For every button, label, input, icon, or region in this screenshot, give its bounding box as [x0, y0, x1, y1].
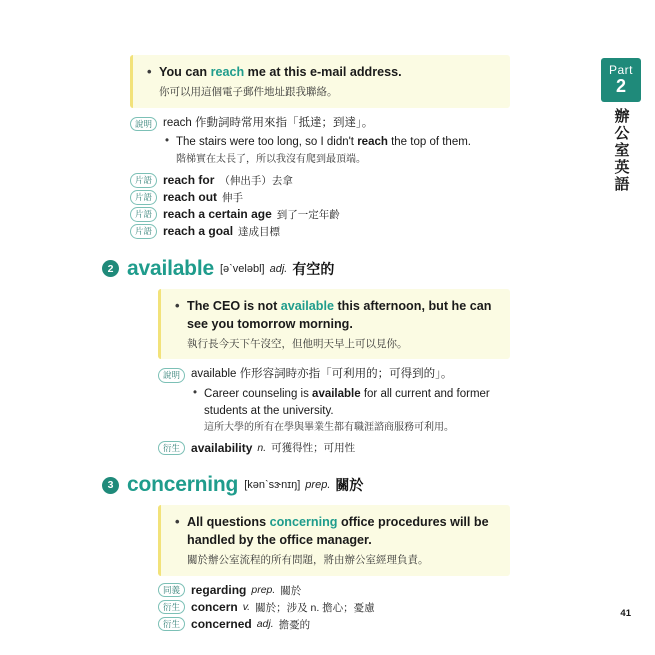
- note-sub-before: Career counseling is: [204, 388, 313, 401]
- derivative-item: [158, 583, 510, 598]
- note-sub-translation: 這所大學的所有在學與畢業生都有職涯諮商服務可利用。: [204, 422, 455, 434]
- note-tag: 說明: [158, 368, 185, 382]
- entry-part-of-speech: prep.: [305, 479, 331, 492]
- example-keyword: concerning: [269, 515, 338, 530]
- example-text-before: All questions: [187, 515, 270, 530]
- part-number: 2: [615, 75, 626, 96]
- derivative-chinese: 擔憂的: [278, 618, 311, 631]
- derivative-tag: 衍生: [158, 617, 185, 631]
- entry-number: 2: [102, 260, 119, 277]
- derivative-item: [158, 600, 510, 615]
- entry-body: [158, 289, 510, 455]
- derivative-item: [158, 440, 510, 455]
- example-sentence: [175, 514, 500, 550]
- phrase-chinese: （伸出手）去拿: [219, 174, 293, 187]
- derivative-chinese: 關於；涉及 n. 擔心；憂慮: [255, 601, 375, 614]
- phrase-english: reach a goal: [163, 224, 234, 239]
- part-label: Part: [608, 63, 633, 78]
- note-sub-example: [191, 386, 490, 419]
- derivative-pos: prep.: [251, 584, 276, 597]
- note-tag: 說明: [130, 117, 157, 131]
- derivative-chinese: 可獲得性；可用性: [271, 442, 356, 455]
- example-text-before: The CEO is not: [187, 298, 281, 313]
- phrase-chinese: 達成目標: [238, 225, 281, 238]
- entry-available: [107, 256, 510, 455]
- example-text-after: this afternoon, but he can: [333, 298, 492, 313]
- derivative-english: concern: [191, 600, 238, 615]
- note-row: [158, 366, 510, 435]
- entry-continued: [130, 55, 510, 239]
- entry-word: available: [127, 256, 214, 280]
- note-sub-translation: 階梯實在太長了，所以我沒有爬到最頂端。: [176, 153, 367, 165]
- phrase-tag: 片語: [130, 173, 157, 187]
- phrase-chinese: 伸手: [222, 191, 244, 204]
- example-keyword: reach: [210, 65, 245, 79]
- entry-definition: 關於: [335, 477, 364, 494]
- note-sub-after: the top of them.: [387, 136, 471, 149]
- example-translation: 關於辦公室流程的所有問題，將由辦公室經理負責。: [187, 554, 429, 567]
- page-number: 41: [620, 608, 631, 619]
- example-text-after: office procedures will be: [337, 515, 489, 530]
- entry-number: 3: [102, 477, 119, 494]
- note-text: available 作形容詞時亦指「可利用的；可得到的」。: [191, 368, 453, 381]
- note-sub-after: for all current and former: [360, 388, 490, 401]
- entry-body: [158, 505, 510, 631]
- note-row: [130, 115, 510, 167]
- derivative-pos: n.: [257, 441, 267, 454]
- example-sentence: [175, 298, 500, 334]
- phrase-item: [130, 224, 510, 239]
- example-translation: 執行長今天下午沒空，但他明天早上可以見你。: [187, 337, 408, 350]
- derivative-pos: v.: [242, 601, 251, 614]
- phrase-english: reach out: [163, 190, 218, 205]
- entry-definition: 有空的: [292, 260, 335, 277]
- note-body: [163, 115, 471, 167]
- example-text-after: me at this e-mail address.: [244, 65, 402, 79]
- example-sentence-line2: handled by the office manager.: [187, 533, 372, 548]
- entry-heading: [107, 473, 510, 497]
- content-column: [107, 55, 510, 634]
- derivative-tag: 同義: [158, 583, 185, 597]
- part-badge: [601, 58, 641, 102]
- phrase-tag: 片語: [130, 224, 157, 238]
- note-text: reach 作動詞時常用來指「抵達；到達」。: [163, 116, 374, 129]
- entry-concerning: [107, 473, 510, 632]
- entry-part-of-speech: adj.: [269, 262, 288, 275]
- phrase-tag: 片語: [130, 207, 157, 221]
- derivative-english: regarding: [191, 583, 247, 598]
- phrase-item: [130, 173, 510, 188]
- example-keyword: available: [280, 298, 334, 313]
- entry-pronunciation: [əˋveləbl]: [219, 262, 265, 275]
- note-sub-line2: students at the university.: [204, 404, 334, 417]
- phrase-list: [130, 173, 510, 239]
- example-sentence-line2: see you tomorrow morning.: [187, 316, 353, 331]
- part-side-tab: [601, 58, 641, 193]
- note-sub-keyword: reach: [357, 136, 388, 149]
- phrase-item: [130, 207, 510, 222]
- derivative-chinese: 關於: [280, 584, 302, 597]
- derivative-tag: 衍生: [158, 600, 185, 614]
- phrase-chinese: 到了一定年齡: [276, 208, 340, 221]
- derivative-pos: adj.: [256, 618, 274, 631]
- derivative-item: [158, 617, 510, 632]
- phrase-english: reach a certain age: [163, 207, 272, 222]
- phrase-english: reach for: [163, 173, 215, 188]
- example-box: [158, 289, 510, 359]
- example-box: [130, 55, 510, 108]
- example-sentence: [147, 64, 500, 82]
- entry-word: concerning: [127, 473, 239, 497]
- note-sub-keyword: available: [312, 388, 361, 401]
- note-body: [191, 366, 490, 435]
- example-box: [158, 505, 510, 575]
- note-sub-example: [163, 134, 471, 151]
- note-sub-before: The stairs were too long, so I didn't: [176, 136, 358, 149]
- entry-heading: [107, 256, 510, 281]
- phrase-item: [130, 190, 510, 205]
- derivative-english: concerned: [191, 617, 252, 632]
- derivative-english: availability: [191, 440, 253, 455]
- example-text-before: You can: [159, 65, 211, 79]
- derivative-tag: 衍生: [158, 441, 185, 455]
- part-vertical-title: 辦公室英語: [612, 108, 630, 193]
- example-translation: 你可以用這個電子郵件地址跟我聯絡。: [159, 85, 338, 98]
- entry-pronunciation: [kənˋsɝnɪŋ]: [244, 479, 301, 492]
- phrase-tag: 片語: [130, 190, 157, 204]
